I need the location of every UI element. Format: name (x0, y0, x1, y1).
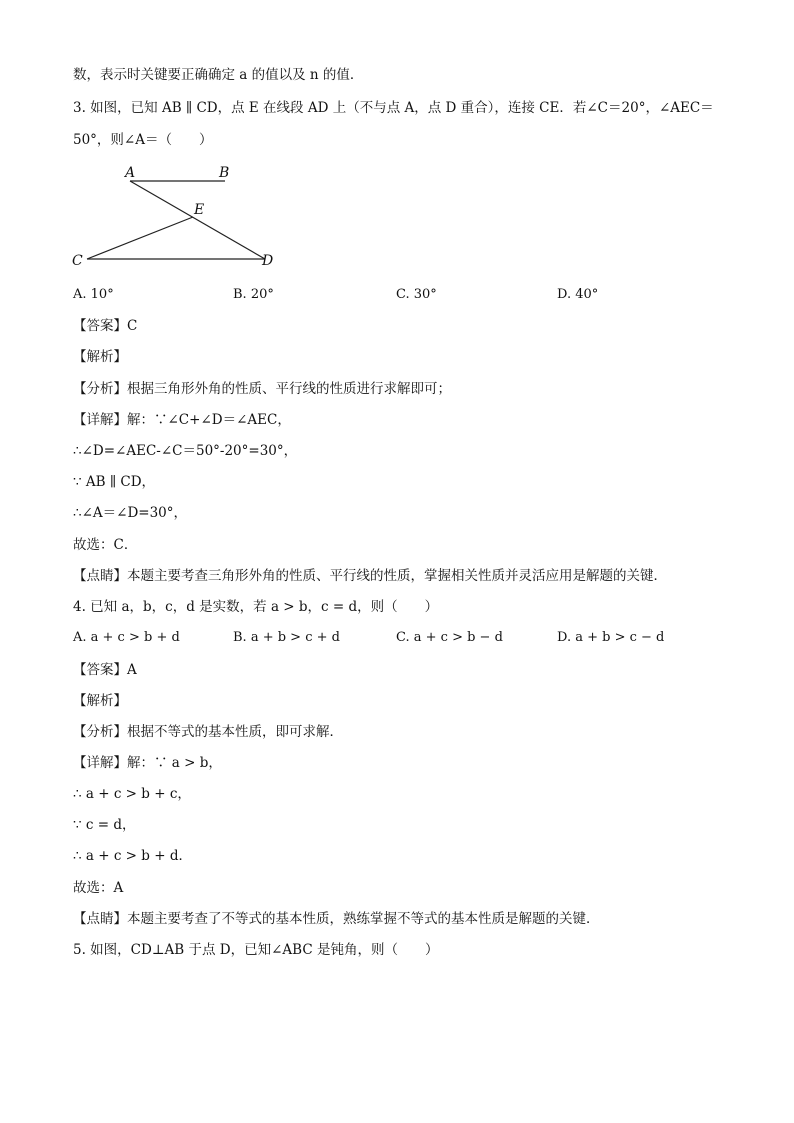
q3-comment: 【点睛】本题主要考查三角形外角的性质、平行线的性质，掌握相关性质并灵活应用是解题的关键． (73, 568, 667, 584)
q4-stem: 4. 已知 a，b，c，d 是实数，若 a > b，c = d，则（ ） (73, 599, 439, 615)
label-b: B (219, 165, 230, 181)
segment-ce (87, 217, 193, 259)
q4-step-1: ∴ a + c > b + c， (73, 786, 191, 802)
label-d: D (262, 253, 274, 269)
q4-answer: 【答案】A (73, 662, 137, 678)
label-e: E (194, 202, 205, 218)
q3-jiexi-heading: 【解析】 (73, 349, 127, 365)
q3-step-1: ∴∠D=∠AEC-∠C＝50°-20°=30°， (73, 443, 298, 459)
q4-jiexi-heading: 【解析】 (73, 693, 127, 709)
q3-option-a: A. 10° (73, 287, 114, 302)
q4-analysis: 【分析】根据不等式的基本性质，即可求解． (73, 724, 343, 740)
q3-step-2: ∵ AB ∥ CD， (73, 474, 156, 490)
q3-option-c: C. 30° (396, 287, 437, 302)
segment-ad (130, 181, 265, 259)
q3-option-b: B. 20° (233, 287, 274, 302)
q3-option-d: D. 40° (557, 287, 599, 302)
q3-step-3: ∴∠A＝∠D=30°， (73, 505, 188, 521)
q3-geometry-figure (60, 160, 300, 276)
q3-detail: 【详解】解：∵∠C+∠D＝∠AEC， (73, 412, 291, 428)
q4-step-2: ∵ c = d， (73, 817, 136, 833)
q4-detail: 【详解】解：∵ a > b， (73, 755, 222, 771)
label-a: A (125, 165, 136, 181)
intro-line: 数，表示时关键要正确确定 a 的值以及 n 的值． (73, 67, 364, 83)
q4-option-b: B. a + b > c + d (233, 630, 340, 645)
q3-stem-line1: 3. 如图，已知 AB ∥ CD，点 E 在线段 AD 上（不与点 A，点 D 重合），连接 CE．若∠C＝20°，∠AEC＝ (73, 100, 714, 116)
q4-comment: 【点睛】本题主要考查了不等式的基本性质，熟练掌握不等式的基本性质是解题的关键． (73, 911, 600, 927)
q4-option-a: A. a + c > b + d (73, 630, 180, 645)
q4-option-c: C. a + c > b − d (396, 630, 503, 645)
q3-analysis: 【分析】根据三角形外角的性质、平行线的性质进行求解即可； (73, 381, 451, 397)
q4-option-d: D. a + b > c − d (557, 630, 665, 645)
q3-choice: 故选：C． (73, 537, 138, 553)
q3-answer: 【答案】C (73, 318, 138, 334)
q3-stem-line2: 50°，则∠A＝（ ） (73, 132, 213, 148)
q4-step-3: ∴ a + c > b + d． (73, 848, 192, 864)
label-c: C (72, 253, 83, 269)
q5-stem: 5. 如图，CD⊥AB 于点 D，已知∠ABC 是钝角，则（ ） (73, 942, 439, 958)
q4-choice: 故选：A (73, 880, 124, 896)
